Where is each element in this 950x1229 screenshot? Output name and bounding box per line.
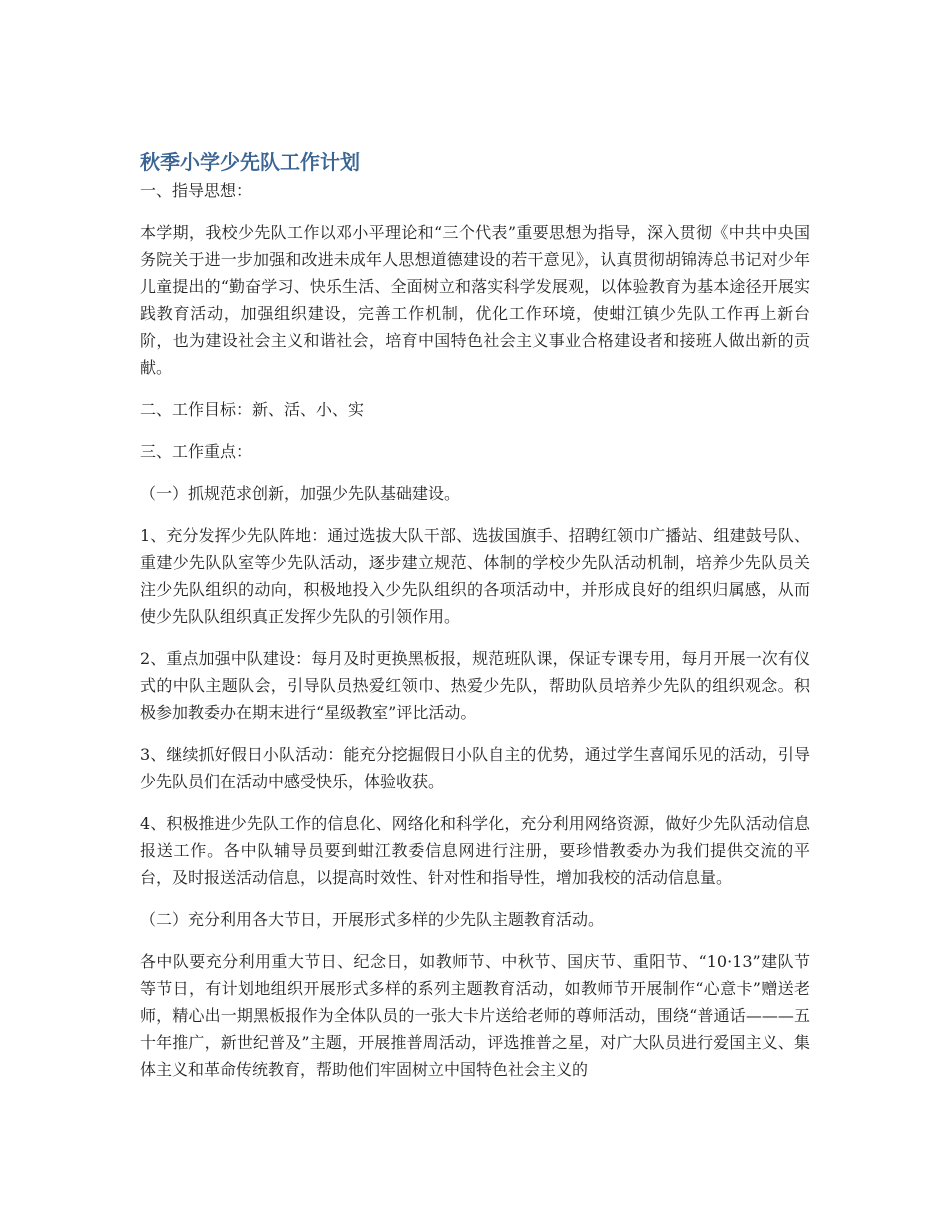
subsection-heading-1: （一）抓规范求创新，加强少先队基础建设。 [140,484,461,503]
list-item-3: 3、继续抓好假日小队活动：能充分挖掘假日小队自主的优势，通过学生喜闻乐见的活动，引导少先队员们在活动中感受快乐，体验收获。 [140,745,810,791]
section-heading-work-goals: 二、工作目标：新、活、小、实 [140,400,365,419]
document-body [140,148,810,1098]
paragraph-guiding-thought: 本学期，我校少先队工作以邓小平理论和“三个代表”重要思想为指导，深入贯彻《中共中央国务院关于进一步加强和改进未成年人思想道德建设的若干意见》，认真贯彻胡锦涛总书记对少年儿童提出的“勤奋学习、快乐生活、全面树立和落实科学发展观，以体验教育为基本途径开展实践教育活动，加强组织建设，完善工作机制，优化工作环境，使蚶江镇少先队工作再上新台阶，也为建设社会主义和谐社会，培育中国特色社会主义事业合格建设者和接班人做出新的贡献。 [140,223,810,377]
subsection-heading-2: （二）充分利用各大节日，开展形式多样的少先队主题教育活动。 [140,910,605,929]
list-item-4: 4、积极推进少先队工作的信息化、网络化和科学化，充分利用网络资源，做好少先队活动信息报送工作。各中队辅导员要到蚶江教委信息网进行注册，要珍惜教委办为我们提供交流的平台，及时报送活动信息，以提高时效性、针对性和指导性，增加我校的活动信息量。 [140,814,810,887]
list-item-1: 1、充分发挥少先队阵地：通过选拔大队干部、选拔国旗手、招聘红领巾广播站、组建鼓号队、重建少先队队室等少先队活动，逐步建立规范、体制的学校少先队活动机制，培养少先队员关注少先队组织的动向，积极地投入少先队组织的各项活动中，并形成良好的组织归属感，从而使少先队队组织真正发挥少先队的引领作用。 [140,526,810,626]
section-heading-work-focus: 三、工作重点： [140,442,253,461]
paragraph-festival-activities: 各中队要充分利用重大节日、纪念日，如教师节、中秋节、国庆节、重阳节、“10·13”建队节等节日，有计划地组织开展形式多样的系列主题教育活动，如教师节开展制作“心意卡”赠送老师，精心出一期黑板报作为全体队员的一张大卡片送给老师的尊师活动，围绕“普通话———五十年推广，新世纪普及”主题，开展推普周活动，评选推普之星，对广大队员进行爱国主义、集体主义和革命传统教育，帮助他们牢固树立中国特色社会主义的 [140,952,810,1079]
section-heading-guiding-thought: 一、指导思想： [140,181,253,200]
list-item-2: 2、重点加强中队建设：每月及时更换黑板报，规范班队课，保证专课专用，每月开展一次有仪式的中队主题队会，引导队员热爱红领巾、热爱少先队，帮助队员培养少先队的组织观念。积极参加教委办在期末进行“星级教室”评比活动。 [140,649,810,722]
document-title: 秋季小学少先队工作计划 [140,150,360,174]
